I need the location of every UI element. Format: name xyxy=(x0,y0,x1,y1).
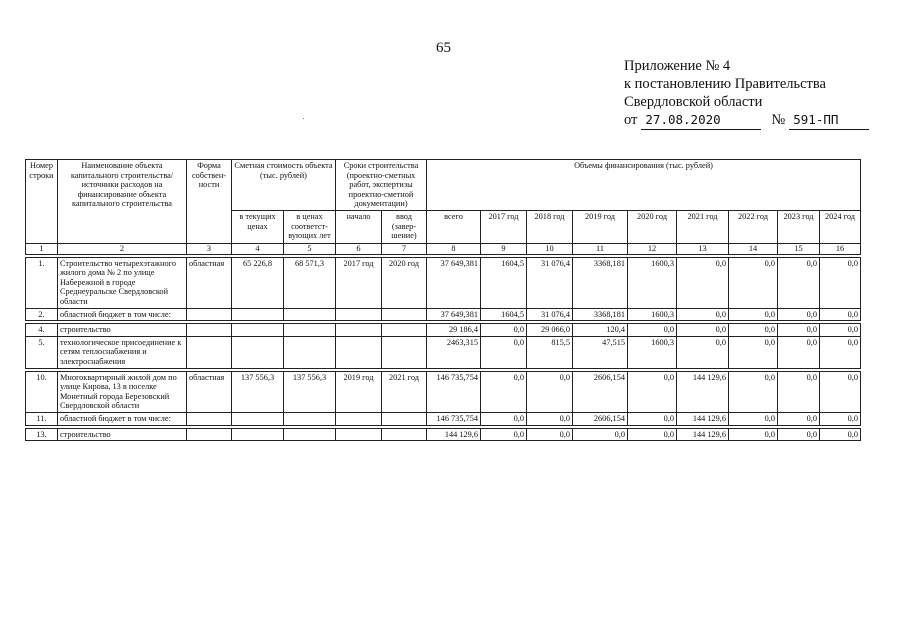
col-index: 2 xyxy=(58,244,187,255)
resolution-number: 591-ПП xyxy=(789,111,869,130)
header-relevant-prices: в ценах соответст-вующих лет xyxy=(284,211,336,244)
value-2020: 0,0 xyxy=(628,324,677,337)
value-2022: 0,0 xyxy=(729,336,778,368)
col-index: 4 xyxy=(232,244,284,255)
appendix-region-line: Свердловской области xyxy=(624,94,763,110)
cost-relevant xyxy=(284,428,336,441)
header-object-name: Наименование объекта капитального строительства/ источники расходов на финансирование объекта капитального строительства xyxy=(58,160,187,244)
value-2019: 2606,154 xyxy=(573,371,628,412)
page-number: 65 xyxy=(436,40,451,56)
object-name: Строительство четырехэтажного жилого дома № 2 по улице Набережной в городе Среднеуральске Свердловской области xyxy=(58,257,187,308)
object-name: строительство xyxy=(58,324,187,337)
ownership xyxy=(187,336,232,368)
col-index: 15 xyxy=(778,244,820,255)
end-year xyxy=(382,336,427,368)
col-index: 10 xyxy=(527,244,573,255)
value-2023: 0,0 xyxy=(778,308,820,321)
object-name: технологическое присоединение к сетям теплоснабжения и электроснабжения xyxy=(58,336,187,368)
col-index: 14 xyxy=(729,244,778,255)
value-2020: 0,0 xyxy=(628,371,677,412)
from-label: от xyxy=(624,112,638,128)
number-label: № xyxy=(771,112,786,128)
col-index: 1 xyxy=(26,244,58,255)
value-2024: 0,0 xyxy=(820,257,861,308)
cost-current xyxy=(232,336,284,368)
table-row xyxy=(26,324,861,337)
cost-relevant xyxy=(284,412,336,425)
value-2017: 1604,5 xyxy=(481,257,527,308)
header-current-prices: в текущих ценах xyxy=(232,211,284,244)
value-2023: 0,0 xyxy=(778,336,820,368)
value-2020: 0,0 xyxy=(628,412,677,425)
row-number: 13. xyxy=(26,428,58,441)
col-index: 3 xyxy=(187,244,232,255)
ownership xyxy=(187,412,232,425)
col-index: 16 xyxy=(820,244,861,255)
value-2022: 0,0 xyxy=(729,412,778,425)
cost-current: 65 226,8 xyxy=(232,257,284,308)
table-row xyxy=(26,371,861,412)
value-2023: 0,0 xyxy=(778,428,820,441)
value-2024: 0,0 xyxy=(820,428,861,441)
value-2022: 0,0 xyxy=(729,308,778,321)
total: 146 735,754 xyxy=(427,371,481,412)
col-index: 11 xyxy=(573,244,628,255)
table-row xyxy=(26,257,861,308)
value-2018: 0,0 xyxy=(527,371,573,412)
end-year xyxy=(382,308,427,321)
object-name: областной бюджет в том числе: xyxy=(58,308,187,321)
ownership xyxy=(187,428,232,441)
total: 37 649,381 xyxy=(427,257,481,308)
table-row xyxy=(26,336,861,368)
value-2023: 0,0 xyxy=(778,257,820,308)
value-2022: 0,0 xyxy=(729,428,778,441)
value-2021: 144 129,6 xyxy=(677,371,729,412)
object-name: областной бюджет в том числе: xyxy=(58,412,187,425)
value-2024: 0,0 xyxy=(820,371,861,412)
row-number: 5. xyxy=(26,336,58,368)
header-start: начало xyxy=(336,211,382,244)
cost-current xyxy=(232,428,284,441)
value-2017: 0,0 xyxy=(481,412,527,425)
value-2017: 0,0 xyxy=(481,324,527,337)
row-number: 1. xyxy=(26,257,58,308)
value-2019: 3368,181 xyxy=(573,308,628,321)
value-2020: 1600,3 xyxy=(628,336,677,368)
value-2020: 1600,3 xyxy=(628,308,677,321)
value-2019: 3368,181 xyxy=(573,257,628,308)
start-year xyxy=(336,428,382,441)
total: 37 649,381 xyxy=(427,308,481,321)
col-index: 13 xyxy=(677,244,729,255)
start-year xyxy=(336,324,382,337)
value-2018: 0,0 xyxy=(527,412,573,425)
cost-relevant: 137 556,3 xyxy=(284,371,336,412)
end-year xyxy=(382,324,427,337)
header-2021: 2021 год xyxy=(677,211,729,244)
value-2017: 0,0 xyxy=(481,428,527,441)
start-year: 2019 год xyxy=(336,371,382,412)
value-2017: 0,0 xyxy=(481,336,527,368)
start-year xyxy=(336,336,382,368)
start-year xyxy=(336,412,382,425)
col-index: 7 xyxy=(382,244,427,255)
col-index: 12 xyxy=(628,244,677,255)
value-2018: 0,0 xyxy=(527,428,573,441)
value-2021: 0,0 xyxy=(677,336,729,368)
value-2020: 0,0 xyxy=(628,428,677,441)
table-row xyxy=(26,412,861,425)
value-2017: 0,0 xyxy=(481,371,527,412)
value-2022: 0,0 xyxy=(729,324,778,337)
value-2018: 31 076,4 xyxy=(527,308,573,321)
end-year xyxy=(382,412,427,425)
value-2023: 0,0 xyxy=(778,324,820,337)
value-2019: 120,4 xyxy=(573,324,628,337)
value-2023: 0,0 xyxy=(778,412,820,425)
value-2021: 0,0 xyxy=(677,257,729,308)
cost-relevant xyxy=(284,308,336,321)
end-year: 2020 год xyxy=(382,257,427,308)
appendix-header xyxy=(624,57,869,130)
value-2019: 47,515 xyxy=(573,336,628,368)
header-2019: 2019 год xyxy=(573,211,628,244)
header-construction-terms: Сроки строительства (проектно-сметных работ, экспертизы проектно-сметной документации) xyxy=(336,160,427,211)
ownership xyxy=(187,308,232,321)
col-index: 9 xyxy=(481,244,527,255)
header-2022: 2022 год xyxy=(729,211,778,244)
col-index: 8 xyxy=(427,244,481,255)
table-row xyxy=(26,428,861,441)
value-2024: 0,0 xyxy=(820,324,861,337)
header-estimated-cost: Сметная стоимость объекта (тыс. рублей) xyxy=(232,160,336,211)
value-2023: 0,0 xyxy=(778,371,820,412)
financing-table xyxy=(25,159,861,441)
value-2024: 0,0 xyxy=(820,336,861,368)
cost-relevant: 68 571,3 xyxy=(284,257,336,308)
cost-current: 137 556,3 xyxy=(232,371,284,412)
row-number: 2. xyxy=(26,308,58,321)
value-2022: 0,0 xyxy=(729,371,778,412)
cost-current xyxy=(232,308,284,321)
header-commissioning: ввод (завер-шение) xyxy=(382,211,427,244)
value-2018: 31 076,4 xyxy=(527,257,573,308)
ownership xyxy=(187,324,232,337)
cost-current xyxy=(232,324,284,337)
cost-relevant xyxy=(284,336,336,368)
ownership: областная xyxy=(187,371,232,412)
object-name: строительство xyxy=(58,428,187,441)
appendix-title: Приложение № 4 xyxy=(624,58,731,74)
header-row-1 xyxy=(26,160,861,211)
ownership: областная xyxy=(187,257,232,308)
header-ownership: Форма собствен-ности xyxy=(187,160,232,244)
total: 2463,315 xyxy=(427,336,481,368)
total: 144 129,6 xyxy=(427,428,481,441)
end-year: 2021 год xyxy=(382,371,427,412)
appendix-date-number-line xyxy=(624,111,869,130)
total: 29 186,4 xyxy=(427,324,481,337)
cost-relevant xyxy=(284,324,336,337)
end-year xyxy=(382,428,427,441)
object-name: Многоквартирный жилой дом по улице Кирова, 13 в поселке Монетный города Березовский Свердловской области xyxy=(58,371,187,412)
resolution-date: 27.08.2020 xyxy=(641,111,761,130)
header-2024: 2024 год xyxy=(820,211,861,244)
header-2023: 2023 год xyxy=(778,211,820,244)
header-row-number: Номер строки xyxy=(26,160,58,244)
value-2017: 1604,5 xyxy=(481,308,527,321)
row-number: 10. xyxy=(26,371,58,412)
value-2021: 0,0 xyxy=(677,324,729,337)
appendix-resolution-line: к постановлению Правительства xyxy=(624,76,826,92)
value-2018: 29 066,0 xyxy=(527,324,573,337)
value-2018: 815,5 xyxy=(527,336,573,368)
column-index-row xyxy=(26,244,861,255)
value-2019: 0,0 xyxy=(573,428,628,441)
cost-current xyxy=(232,412,284,425)
row-number: 11. xyxy=(26,412,58,425)
value-2024: 0,0 xyxy=(820,412,861,425)
header-2018: 2018 год xyxy=(527,211,573,244)
value-2022: 0,0 xyxy=(729,257,778,308)
scan-speck xyxy=(303,118,304,119)
col-index: 6 xyxy=(336,244,382,255)
start-year xyxy=(336,308,382,321)
table-row xyxy=(26,308,861,321)
row-number: 4. xyxy=(26,324,58,337)
start-year: 2017 год xyxy=(336,257,382,308)
header-2020: 2020 год xyxy=(628,211,677,244)
total: 146 735,754 xyxy=(427,412,481,425)
header-financing-volumes: Объемы финансирования (тыс. рублей) xyxy=(427,160,861,211)
value-2021: 0,0 xyxy=(677,308,729,321)
value-2019: 2606,154 xyxy=(573,412,628,425)
header-2017: 2017 год xyxy=(481,211,527,244)
col-index: 5 xyxy=(284,244,336,255)
header-total: всего xyxy=(427,211,481,244)
value-2021: 144 129,6 xyxy=(677,412,729,425)
value-2024: 0,0 xyxy=(820,308,861,321)
value-2020: 1600,3 xyxy=(628,257,677,308)
value-2021: 144 129,6 xyxy=(677,428,729,441)
